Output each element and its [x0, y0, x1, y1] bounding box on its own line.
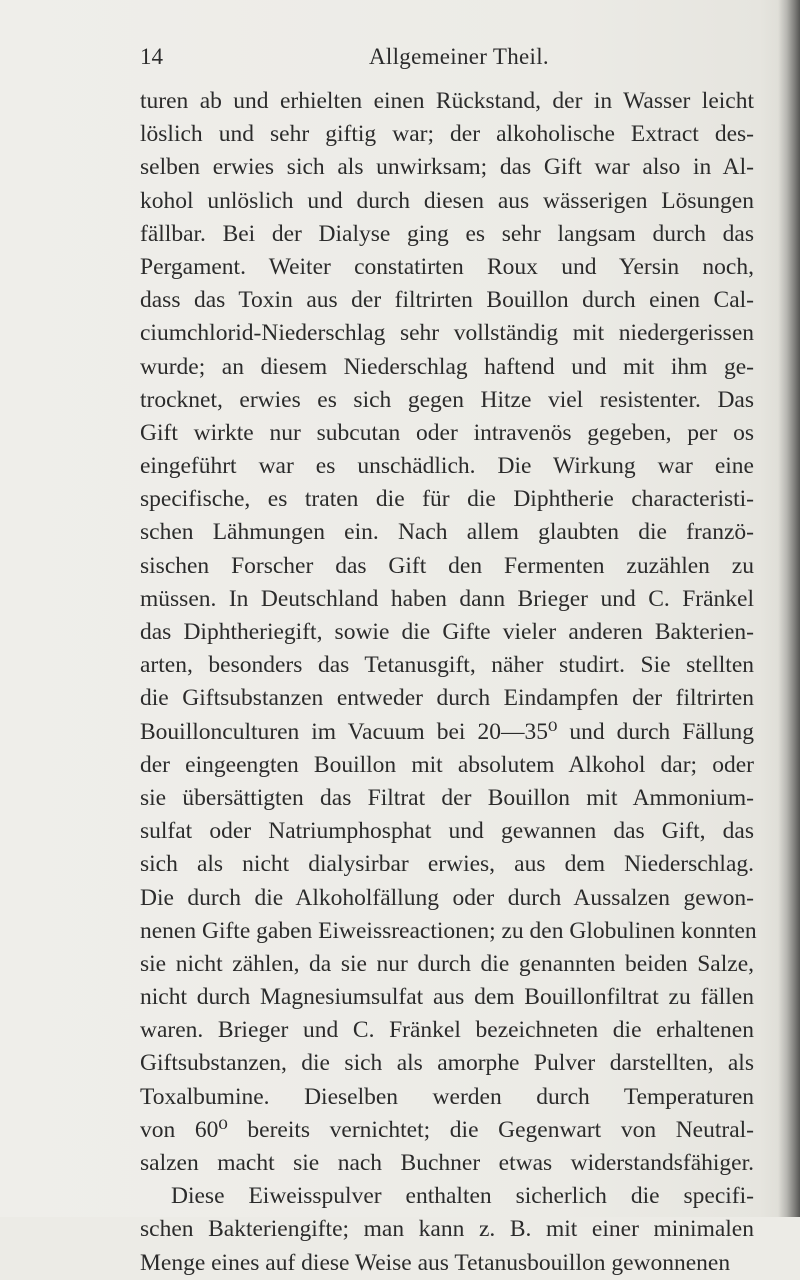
text-line: Pergament. Weiter constatirten Roux und Yersin noch,: [140, 253, 754, 280]
text-line: Toxalbumine. Dieselben werden durch Temperaturen: [140, 1083, 754, 1110]
text-line: arten, besonders das Tetanusgift, näher studirt. Sie stellten: [140, 652, 754, 679]
text-line: schen Lähmungen ein. Nach allem glaubten die franzö-: [140, 519, 754, 546]
text-line: dass das Toxin aus der filtrirten Bouillon durch einen Cal-: [140, 287, 754, 314]
text-line: Bouillonculturen im Vacuum bei 20—35⁰ und durch Fällung: [140, 718, 754, 745]
text-line: sie nicht zählen, da sie nur durch die genannten beiden Salze,: [140, 950, 754, 977]
text-line: die Giftsubstanzen entweder durch Eindampfen der filtrirten: [140, 685, 754, 712]
text-line: fällbar. Bei der Dialyse ging es sehr langsam durch das: [140, 220, 754, 247]
page-number: 14: [140, 44, 163, 69]
text-line: Giftsubstanzen, die sich als amorphe Pulver darstellten, als: [140, 1050, 754, 1077]
text-line: schen Bakteriengifte; man kann z. B. mit einer minimalen: [140, 1216, 754, 1243]
page-header: [140, 44, 760, 74]
text-line: von 60⁰ bereits vernichtet; die Gegenwart von Neutral-: [140, 1116, 754, 1143]
text-line: trocknet, erwies es sich gegen Hitze viel resistenter. Das: [140, 386, 754, 413]
text-line: kohol unlöslich und durch diesen aus wässerigen Lösungen: [140, 187, 754, 214]
text-line: nenen Gifte gaben Eiweissreactionen; zu den Globulinen konnten: [140, 917, 757, 944]
text-line: selben erwies sich als unwirksam; das Gift war also in Al-: [140, 154, 754, 181]
running-head: Allgemeiner Theil.: [369, 44, 549, 69]
text-line: das Diphtheriegift, sowie die Gifte vieler anderen Bakterien-: [140, 619, 754, 645]
text-line: ciumchlorid-Niederschlag sehr vollständig mit niedergerissen: [140, 320, 754, 347]
text-line: Gift wirkte nur subcutan oder intravenös gegeben, per os: [140, 419, 754, 446]
text-line: sulfat oder Natriumphosphat und gewannen das Gift, das: [140, 818, 754, 845]
text-line: wurde; an diesem Niederschlag haftend und mit ihm ge-: [140, 353, 754, 380]
text-line: waren. Brieger und C. Fränkel bezeichneten die erhaltenen: [140, 1017, 754, 1044]
text-line: nicht durch Magnesiumsulfat aus dem Bouillonfiltrat zu fällen: [140, 984, 754, 1011]
text-line: specifische, es traten die für die Diphtherie characteristi-: [140, 486, 754, 513]
text-line: löslich und sehr giftig war; der alkoholische Extract des-: [140, 121, 754, 148]
text-line: Die durch die Alkoholfällung oder durch Aussalzen gewon-: [140, 884, 754, 911]
text-line: sich als nicht dialysirbar erwies, aus dem Niederschlag.: [140, 851, 754, 878]
body-text: [140, 85, 757, 1280]
text-line: Menge eines auf diese Weise aus Tetanusbouillon gewonnenen: [140, 1249, 731, 1276]
text-line: sischen Forscher das Gift den Fermenten zuzählen zu: [140, 552, 754, 579]
text-line: sie übersättigten das Filtrat der Bouillon mit Ammonium-: [140, 784, 754, 811]
text-line: turen ab und erhielten einen Rückstand, der in Wasser leicht: [140, 88, 754, 114]
text-line: salzen macht sie nach Buchner etwas widerstandsfähiger.: [140, 1150, 754, 1176]
text-line: der eingeengten Bouillon mit absolutem Alkohol dar; oder: [140, 751, 754, 778]
page-edge-shadow: [778, 0, 800, 1217]
text-line: müssen. In Deutschland haben dann Brieger und C. Fränkel: [140, 585, 754, 612]
text-line: eingeführt war es unschädlich. Die Wirkung war eine: [140, 453, 754, 480]
text-line: Diese Eiweisspulver enthalten sicherlich die specifi-: [171, 1183, 754, 1210]
